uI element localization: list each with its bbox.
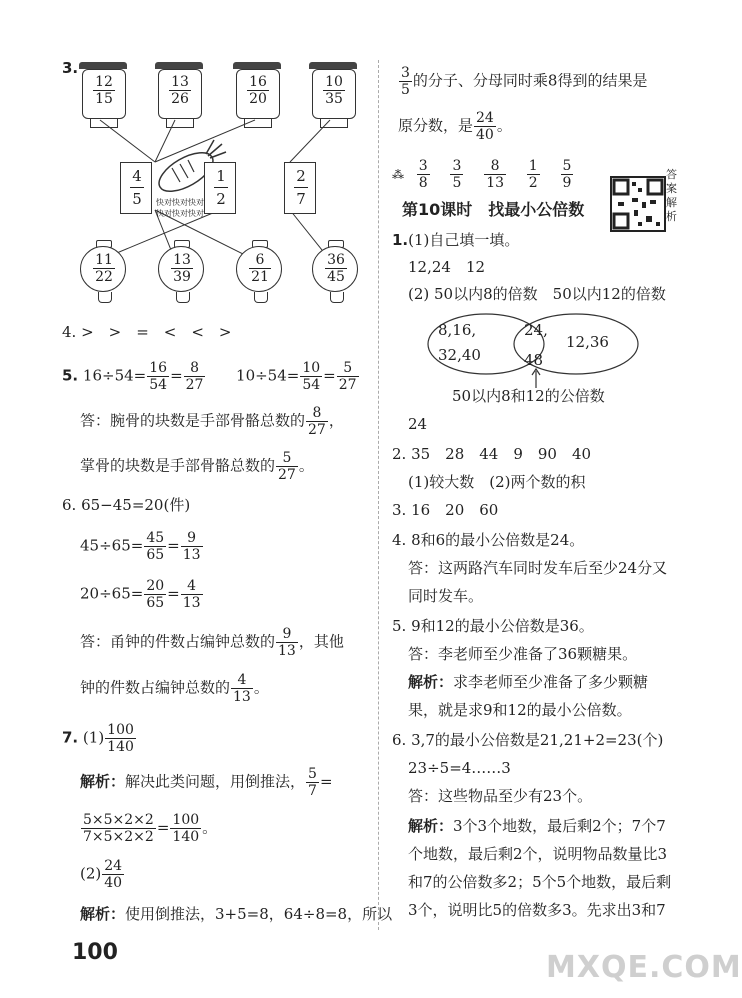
q5-eq-1: =: [170, 366, 183, 385]
q7-jx-numerator: 5: [308, 766, 317, 782]
r1-text: 的分子、分母同时乘8得到的结果是: [412, 71, 648, 90]
venn-mid-2: 48: [524, 351, 544, 369]
q7-jx-denominator: 7: [308, 783, 317, 799]
a3-line: 3. 16 20 60: [392, 501, 499, 519]
a1-answer: 24: [408, 415, 428, 433]
venn-right: 12,36: [566, 333, 609, 351]
a5-line: 5. 9和12的最小公倍数是36。: [392, 617, 594, 635]
a1-part-1: (1)自己填一填。: [408, 231, 520, 249]
lantern-2-denominator: 39: [173, 269, 191, 285]
r3-frac-4-denominator: 2: [528, 175, 538, 191]
q5-answer-2-text: 掌骨的块数是手部骨骼总数的: [80, 456, 276, 475]
q6-eq-1: =: [167, 536, 180, 555]
q7-1-denominator: 140: [107, 739, 134, 755]
q6-ans2-denominator: 13: [233, 689, 251, 705]
a5-analysis-text: 求李老师至少准备了多少颗糖: [453, 673, 649, 691]
r2-period: 。: [496, 116, 512, 135]
q5-eq-2: =: [323, 366, 336, 385]
r3-frac-4-numerator: 1: [528, 158, 538, 174]
r-line-3: [392, 158, 581, 191]
a1-label: 1.: [392, 231, 409, 249]
box-2: [204, 162, 236, 214]
a6-analysis-4: 3个，说明比5的倍数多3。先求出3和7: [408, 901, 666, 919]
qr-code[interactable]: [610, 176, 666, 232]
q5-a-expr: 16÷54=: [82, 366, 147, 385]
q6-b1-numerator: 20: [146, 578, 165, 594]
q5-answer-1-text: 答：腕骨的块数是手部骨骼总数的: [80, 411, 306, 430]
jar-1: [82, 62, 124, 132]
lantern-3: [236, 240, 282, 302]
jar-3: [236, 62, 278, 132]
q5-b2-numerator: 5: [343, 360, 353, 376]
jar-4-numerator: 10: [325, 74, 343, 90]
venn-left-1: 8,16,: [438, 321, 477, 339]
q7-1-numerator: 100: [107, 722, 134, 738]
arrow-up-icon: [530, 368, 542, 388]
r-line-1: [398, 65, 647, 98]
lantern-3-numerator: 6: [255, 252, 265, 268]
q6-a-expr: 45÷65=: [80, 536, 144, 555]
a1-line-1: [392, 230, 519, 250]
box-2-numerator: 1: [216, 167, 226, 185]
q7-analysis-2-label: 解析：: [80, 905, 126, 923]
q5-b-expr: 10÷54=: [236, 366, 300, 385]
q7-analysis-2: [80, 904, 392, 924]
q7-long2-denominator: 140: [172, 829, 200, 845]
r-line-2: [398, 110, 512, 143]
jar-3-denominator: 20: [249, 91, 267, 107]
q7-analysis-label: 解析：: [80, 772, 126, 791]
qr-label: 答案解析: [666, 168, 677, 223]
q5-answer-2-period: 。: [298, 456, 314, 475]
q6-eq-2: =: [167, 584, 180, 603]
lantern-3-denominator: 21: [251, 269, 269, 285]
q6-answer-2: [80, 672, 269, 705]
q7-long-expr: [80, 812, 217, 845]
q7-jx-eq: =: [319, 772, 333, 791]
qr-code-pattern: [612, 178, 664, 230]
q7-part-1: (1): [82, 728, 105, 747]
venn-caption: 50以内8和12的公倍数: [452, 387, 605, 405]
r3-frac-5-denominator: 9: [562, 175, 572, 191]
q5-answer-1-comma: ，: [328, 411, 344, 430]
box-1: [120, 162, 152, 214]
carrot-text-2: 快对快对快对: [156, 209, 204, 218]
r3-frac-3-denominator: 13: [486, 175, 505, 191]
carrot-text-1: 快对快对快对: [156, 198, 204, 207]
q7-long2-numerator: 100: [172, 812, 200, 828]
r3-frac-5-numerator: 5: [562, 158, 572, 174]
q7-2-numerator: 24: [104, 858, 123, 874]
venn-left-2: 32,40: [438, 346, 481, 364]
lantern-1: [80, 240, 126, 302]
a4-answer-1: 答：这两路汽车同时发车后至少24分又: [408, 559, 668, 577]
a6-calc: 23÷5=4……3: [408, 759, 511, 777]
q7-long-period: 。: [202, 818, 218, 837]
box-3-denominator: 7: [294, 187, 308, 210]
q5-answer-2: [80, 450, 314, 483]
r2-numerator: 24: [476, 110, 494, 126]
q6-b2-denominator: 13: [182, 595, 201, 611]
q6-line-2: [80, 530, 204, 563]
q6-b1-denominator: 65: [146, 595, 165, 611]
box-3: [284, 162, 316, 214]
q5-a2-numerator: 8: [190, 360, 200, 376]
q6-ans1-numerator: 9: [282, 626, 292, 642]
r3-frac-1-denominator: 8: [418, 175, 428, 191]
venn-mid-1: 24,: [524, 321, 548, 339]
lantern-4: [312, 240, 358, 302]
r2-denominator: 40: [476, 127, 494, 143]
section-title: 第10课时 找最小公倍数: [402, 200, 585, 219]
q7-label: 7.: [62, 728, 79, 747]
q6-answer-2-text: 钟的件数占编钟总数的: [80, 678, 231, 697]
a1-nums: 12,24 12: [408, 258, 486, 276]
box-1-numerator: 4: [132, 167, 142, 185]
box-3-numerator: 2: [296, 167, 306, 185]
a1-part-2: (2) 50以内8的倍数 50以内12的倍数: [408, 285, 666, 303]
r3-frac-2-denominator: 5: [452, 175, 462, 191]
q6-b2-numerator: 4: [187, 578, 197, 594]
lantern-2-numerator: 13: [173, 252, 191, 268]
q7-long-denominator: 7×5×2×2: [83, 829, 154, 845]
watermark-text: MXQE.COM: [546, 950, 742, 985]
q3-label: 3.: [62, 59, 79, 77]
a4-line: 4. 8和6的最小公倍数是24。: [392, 531, 585, 549]
lantern-1-numerator: 11: [95, 252, 113, 268]
lantern-4-denominator: 45: [327, 269, 345, 285]
page-number: 100: [72, 940, 118, 965]
r3-frac-3-numerator: 8: [490, 158, 500, 174]
a6-answer: 答：这些物品至少有23个。: [408, 787, 593, 805]
a2-sub: (1)较大数 (2)两个数的积: [408, 473, 586, 491]
jar-3-numerator: 16: [249, 74, 267, 90]
r1-numerator: 3: [401, 65, 410, 81]
q5-b1-numerator: 10: [302, 360, 321, 376]
jar-2-numerator: 13: [171, 74, 189, 90]
q7-analysis-2-text: 使用倒推法，3+5=8，64÷8=8，所以: [125, 905, 393, 923]
q5-label: 5.: [62, 366, 79, 385]
r2-text: 原分数，是: [398, 116, 474, 135]
a5-analysis-2: 果，就是求9和12的最小公倍数。: [408, 701, 632, 719]
q5-ans2-denominator: 27: [278, 467, 296, 483]
box-2-denominator: 2: [214, 187, 228, 210]
q7-2-denominator: 40: [104, 875, 123, 891]
q5-answer-1: [80, 405, 344, 438]
q6-a1-numerator: 45: [146, 530, 165, 546]
q7-long-eq: =: [156, 818, 170, 837]
q6-line-3: [80, 578, 204, 611]
a2-line: 2. 35 28 44 9 90 40: [392, 445, 592, 463]
q4-line: 4. > > = < < >: [62, 323, 232, 341]
lantern-2: [158, 240, 204, 302]
q6-line-1: 6. 65−45=20(件): [62, 496, 191, 514]
jar-1-denominator: 15: [95, 91, 113, 107]
q6-answer-1-tail: ，其他: [298, 632, 344, 651]
jar-1-numerator: 12: [95, 74, 113, 90]
q7-part-2: (2): [80, 864, 102, 883]
q5-b2-denominator: 27: [338, 377, 357, 393]
q6-answer-2-period: 。: [253, 678, 269, 697]
a6-analysis-3: 和7的公倍数多2；5个5个地数，最后剩: [408, 873, 672, 891]
a6-analysis-text: 3个3个地数，最后剩2个；7个7: [453, 817, 666, 835]
q6-a2-denominator: 13: [182, 547, 201, 563]
jar-2-denominator: 26: [171, 91, 189, 107]
jar-4-denominator: 35: [325, 91, 343, 107]
jar-4: [312, 62, 354, 132]
a6-analysis-label: 解析：: [408, 817, 454, 835]
q6-ans2-numerator: 4: [237, 672, 247, 688]
a6-analysis-2: 个地数，最后剩2个，说明物品数量比3: [408, 845, 668, 863]
column-divider: [378, 60, 379, 930]
q7-long-numerator: 5×5×2×2: [83, 812, 154, 828]
q5-b1-denominator: 54: [302, 377, 321, 393]
q5-a2-denominator: 27: [185, 377, 204, 393]
q5-ans1-numerator: 8: [312, 405, 322, 421]
r3-frac-1-numerator: 3: [418, 158, 428, 174]
q6-a1-denominator: 65: [146, 547, 165, 563]
lantern-1-denominator: 22: [95, 269, 113, 285]
box-1-denominator: 5: [130, 187, 144, 210]
q7-analysis-1: [80, 766, 333, 799]
r3-frac-2-numerator: 3: [452, 158, 462, 174]
q5-ans2-numerator: 5: [282, 450, 292, 466]
jar-2: [158, 62, 200, 132]
a4-answer-2: 同时发车。: [408, 587, 484, 605]
a5-analysis-1: [408, 672, 648, 692]
a5-analysis-label: 解析：: [408, 673, 454, 691]
q6-b-expr: 20÷65=: [80, 584, 144, 603]
a5-answer: 答：李老师至少准备了36颗糖果。: [408, 645, 638, 663]
q6-ans1-denominator: 13: [278, 643, 296, 659]
q5-line: [62, 360, 360, 393]
q5-ans1-denominator: 27: [308, 422, 326, 438]
a6-analysis-1: [408, 816, 666, 836]
a6-line: 6. 3,7的最小公倍数是21,21+2=23(个): [392, 731, 664, 749]
r1-denominator: 5: [401, 82, 410, 98]
q5-a1-numerator: 16: [149, 360, 168, 376]
q7-analysis-text: 解决此类问题，用倒推法，: [125, 772, 306, 791]
q7-part-2-line: [80, 858, 125, 891]
q6-answer-1: [80, 626, 344, 659]
q7-line-1: [62, 722, 137, 755]
lantern-4-numerator: 36: [327, 252, 345, 268]
sparkle-icon: ⁂: [392, 167, 404, 182]
q6-answer-1-text: 答：甬钟的件数占编钟总数的: [80, 632, 276, 651]
q5-a1-denominator: 54: [149, 377, 168, 393]
q6-a2-numerator: 9: [187, 530, 197, 546]
